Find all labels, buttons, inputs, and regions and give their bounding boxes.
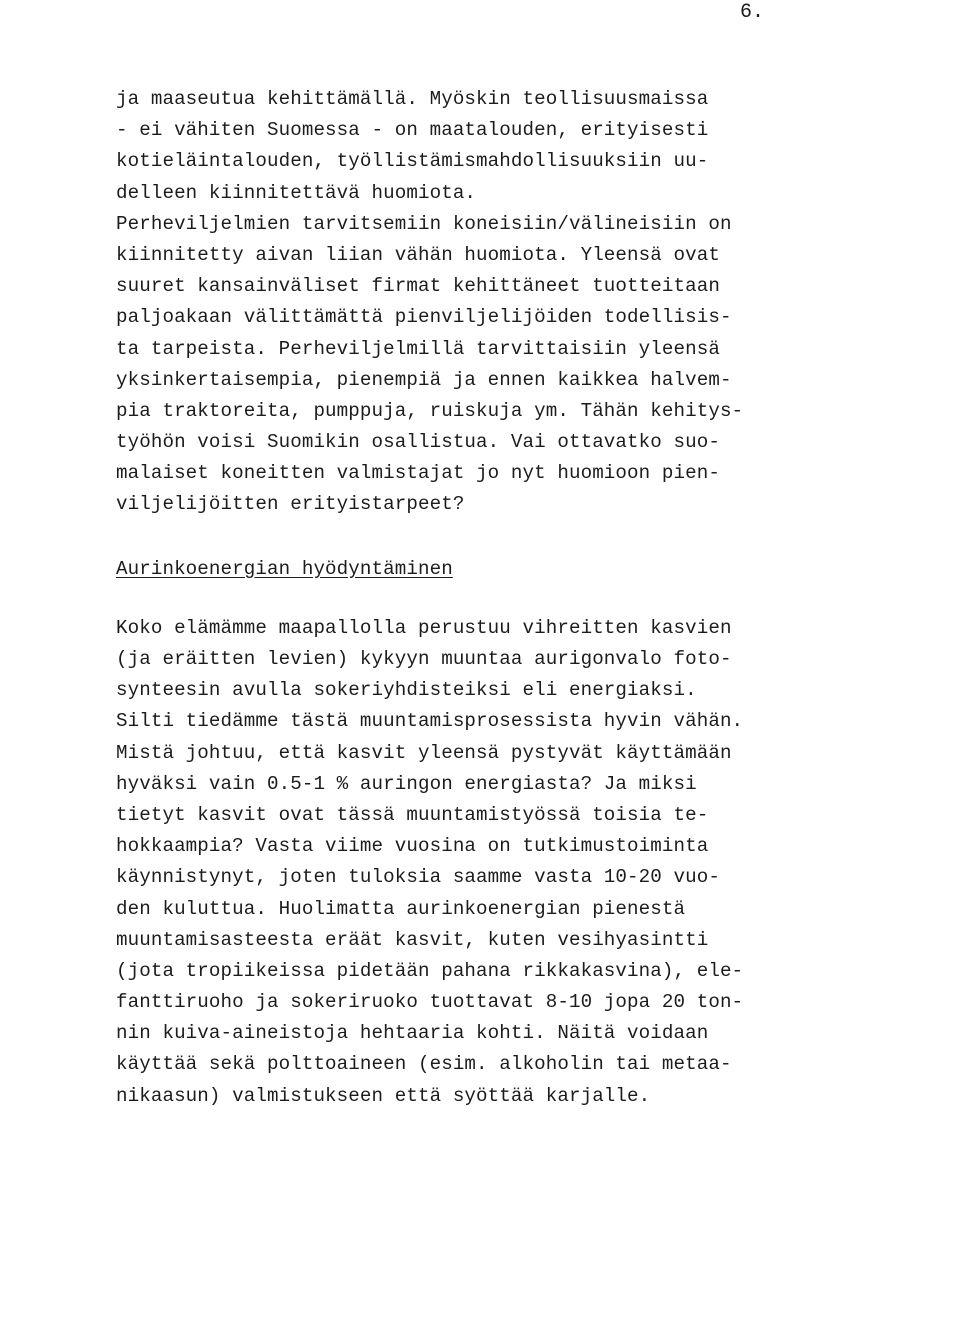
text-line: Koko elämämme maapallolla perustuu vihreitten kasvien [116,616,732,639]
page-number: 6. [740,1,765,24]
spacer [116,585,816,613]
text-line: nikaasun) valmistukseen että syöttää karjalle. [116,1084,651,1107]
text-line: den kuluttua. Huolimatta aurinkoenergian pienestä [116,897,686,920]
text-line: kiinnitetty aivan liian vähän huomiota. Yleensä ovat [116,243,720,266]
text-line: muuntamisasteesta eräät kasvit, kuten vesihyasintti [116,928,709,951]
text-line: (jota tropiikeissa pidetään pahana rikkakasvina), ele- [116,959,744,982]
paragraph-1 [116,84,816,209]
text-line: fanttiruoho ja sokeriruoko tuottavat 8-10 jopa 20 ton- [116,991,744,1014]
text-line: tietyt kasvit ovat tässä muuntamistyössä toisia te- [116,803,709,826]
text-line: (ja eräitten levien) kykyyn muuntaa aurigonvalo foto- [116,648,732,670]
text-line: synteesin avulla sokeriyhdisteiksi eli energiaksi. [116,679,697,702]
text-line: Silti tiedämme tästä muuntamisprosessista hyvin vähän. [116,710,744,733]
text-line: suuret kansainväliset firmat kehittäneet tuotteitaan [116,275,720,298]
text-line: hokkaampia? Vasta viime vuosina on tutkimustoiminta [116,835,709,858]
text-line: ja maaseutua kehittämällä. Myöskin teollisuusmaissa [116,88,709,110]
text-line: malaiset koneitten valmistajat jo nyt huomioon pien- [116,462,720,485]
text-line: käyttää sekä polttoaineen (esim. alkoholin tai metaa- [116,1053,732,1076]
text-line: ta tarpeista. Perheviljelmillä tarvittaisiin yleensä [116,337,720,360]
text-line: paljoakaan välittämättä pienviljelijöiden todellisis- [116,306,732,329]
text-line: Mistä johtuu, että kasvit yleensä pystyvät käyttämään [116,741,732,764]
paragraph-2 [116,209,816,521]
paragraph-3 [116,613,816,1112]
section-heading: Aurinkoenergian hyödyntäminen [116,557,453,580]
text-line: yksinkertaisempia, pienempiä ja ennen kaikkea halvem- [116,368,732,391]
text-line: hyväksi vain 0.5-1 % auringon energiasta? Ja miksi [116,772,697,795]
text-line: nin kuiva-aineistoja hehtaaria kohti. Näitä voidaan [116,1022,709,1045]
spacer [116,521,816,554]
text-line: kotieläintalouden, työllistämismahdollisuuksiin uu- [116,150,709,173]
text-line: viljelijöitten erityistarpeet? [116,493,465,516]
document-body [116,84,816,1112]
text-line: Perheviljelmien tarvitsemiin koneisiin/välineisiin on [116,212,732,235]
text-line: pia traktoreita, pumppuja, ruiskuja ym. Tähän kehitys- [116,399,744,422]
text-line: käynnistynyt, joten tuloksia saamme vasta 10-20 vuo- [116,866,720,889]
text-line: - ei vähiten Suomessa - on maatalouden, erityisesti [116,119,709,142]
text-line: delleen kiinnitettävä huomiota. [116,181,477,204]
text-line: työhön voisi Suomikin osallistua. Vai ottavatko suo- [116,431,720,454]
